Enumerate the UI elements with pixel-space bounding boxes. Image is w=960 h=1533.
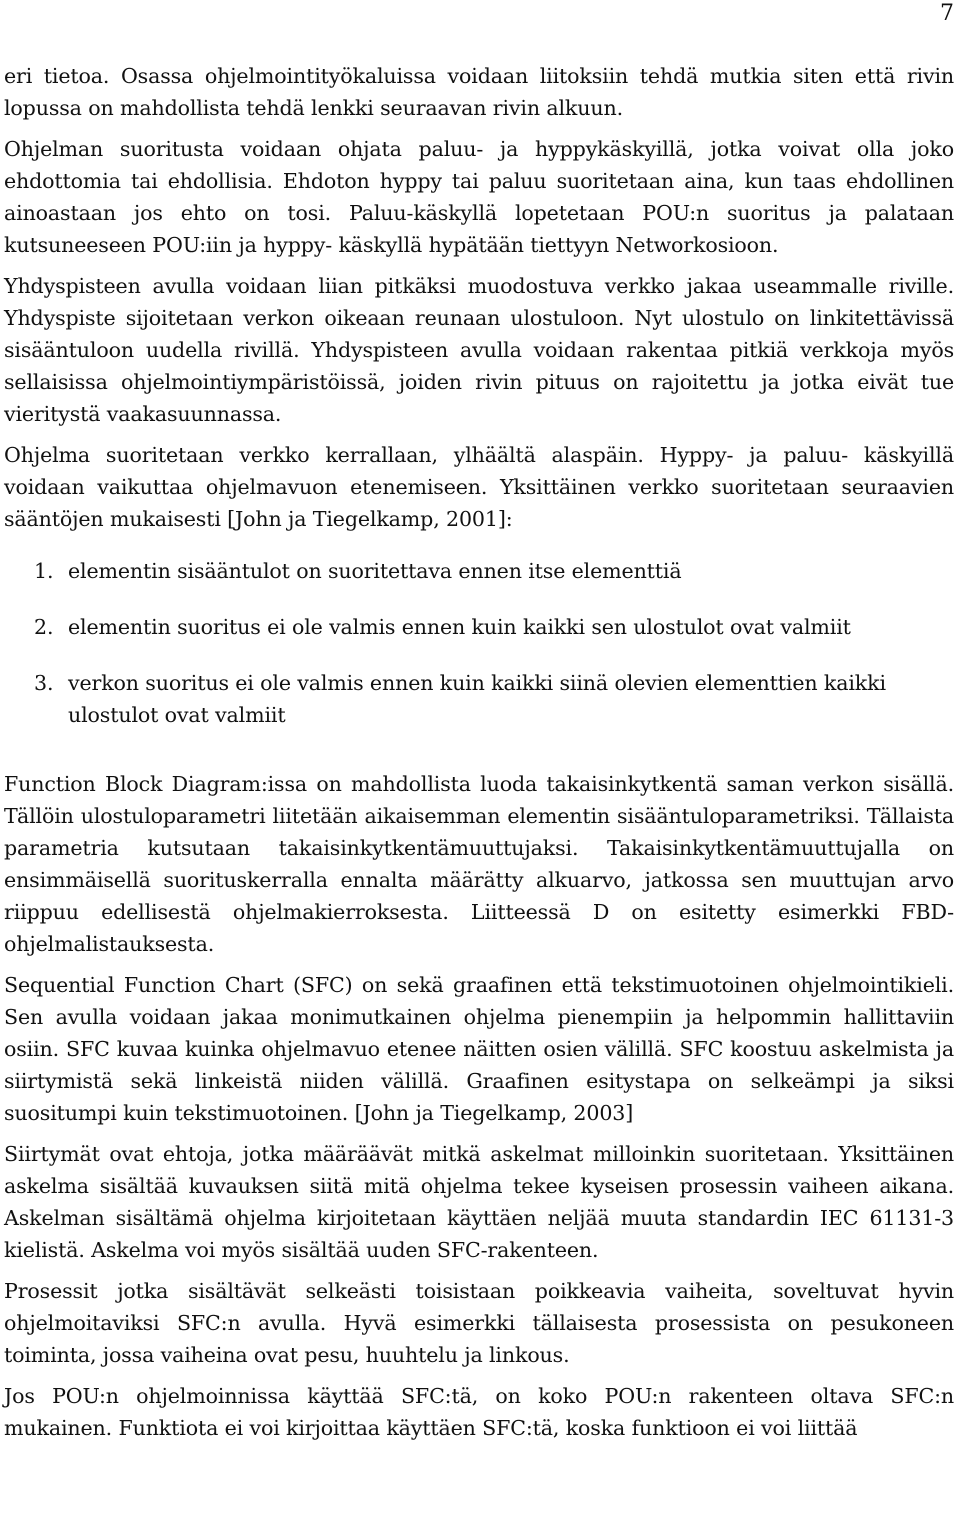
paragraph-link-continuation: eri tietoa. Osassa ohjelmointityökaluissa voidaan liitoksiin tehdä mutkia siten että rivin lopussa on mahdollista tehdä lenkki seuraavan rivin alkuun. [4,64,954,120]
paragraph-connector: Yhdyspisteen avulla voidaan liian pitkäksi muodostuva verkko jakaa useammalle riville. Yhdyspiste sijoitetaan verkon oikeaan reunaan ulostuloon. Nyt ulostulo on linkitettävissä sisääntuloon uudella rivillä. Yhdyspisteen avulla voidaan rakentaa pitkiä verkkoja myös sellaisissa ohjelmointiympäristöissä, joiden rivin pituus on rajoitettu ja jotka eivät tue vieritystä vaakasuunnassa. [4,274,954,426]
list-item-text: elementin suoritus ei ole valmis ennen kuin kaikki sen ulostulot ovat valmiit [68,615,851,639]
page-number: 7 [940,1,954,26]
list-item-number: 1. [34,559,54,583]
list-item [4,667,954,731]
paragraph-fbd-feedback: Function Block Diagram:issa on mahdollista luoda takaisinkytkentä saman verkon sisällä. Tällöin ulostuloparametri liitetään aikaisemman elementin sisääntuloparametriksi. Tällaista parametria kutsutaan takaisinkytkentämuuttujaksi. Takaisinkytkentämuuttujalla on ensimmäisellä suorituskerralla ennalta määrätty alkuarvo, jatkossa sen muuttujan arvo riippuu edellisestä ohjelmakierroksesta. Liitteessä D on esitetty esimerkki FBD-ohjelmalistauksesta. [4,772,954,956]
section-spacer [4,754,954,768]
list-item-text: elementin sisääntulot on suoritettava ennen itse elementtiä [68,559,682,583]
list-item-number: 3. [34,671,54,695]
list-item-number: 2. [34,615,54,639]
document-body [4,60,954,1453]
paragraph-sfc-intro: Sequential Function Chart (SFC) on sekä graafinen että tekstimuotoinen ohjelmointikieli. Sen avulla voidaan jakaa monimutkainen ohjelma pienempiin ja helpommin hallittaviin osiin. SFC kuvaa kuinka ohjelmavuo etenee näitten osien välillä. SFC koostuu askelmista ja siirtymistä sekä linkeistä niiden välillä. Graafinen esitystapa on selkeämpi ja siksi suositumpi kuin tekstimuotoinen. [John ja Tiegelkamp, 2003] [4,973,954,1125]
list-item-text: verkon suoritus ei ole valmis ennen kuin kaikki siinä olevien elementtien kaikki ulostulot ovat valmiit [68,671,886,727]
paragraph-jump-return: Ohjelman suoritusta voidaan ohjata paluu- ja hyppykäskyillä, jotka voivat olla joko ehdottomia tai ehdollisia. Ehdoton hyppy tai paluu suoritetaan aina, kun taas ehdollinen ainoastaan jos ehto on tosi. Paluu-käskyllä lopetetaan POU:n suoritus ja palataan kutsuneeseen POU:iin ja hyppy- käskyllä hypätään tiettyyn Networkosioon. [4,137,954,257]
paragraph-sfc-pou: Jos POU:n ohjelmoinnissa käyttää SFC:tä, on koko POU:n rakenteen oltava SFC:n mukainen. Funktiota ei voi kirjoittaa käyttäen SFC:tä, koska funktioon ei voi liittää [4,1384,954,1440]
list-item [4,611,954,643]
execution-rules-list [4,555,954,731]
paragraph-execution-order: Ohjelma suoritetaan verkko kerrallaan, ylhäältä alaspäin. Hyppy- ja paluu- käskyillä voidaan vaikuttaa ohjelmavuon etenemiseen. Yksittäinen verkko suoritetaan seuraavien sääntöjen mukaisesti [John ja Tiegelkamp, 2001]: [4,443,954,531]
list-item [4,555,954,587]
paragraph-sfc-transitions: Siirtymät ovat ehtoja, jotka määräävät mitkä askelmat milloinkin suoritetaan. Yksittäinen askelma sisältää kuvauksen siitä mitä ohjelma tekee kyseisen prosessin vaiheen aikana. Askelman sisältämä ohjelma kirjoitetaan käyttäen neljää muuta standardin IEC 61131-3 kielistä. Askelma voi myös sisältää uuden SFC-rakenteen. [4,1142,954,1262]
paragraph-sfc-processes: Prosessit jotka sisältävät selkeästi toisistaan poikkeavia vaiheita, soveltuvat hyvin ohjelmoitaviksi SFC:n avulla. Hyvä esimerkki tällaisesta prosessista on pesukoneen toiminta, jossa vaiheina ovat pesu, huuhtelu ja linkous. [4,1279,954,1367]
